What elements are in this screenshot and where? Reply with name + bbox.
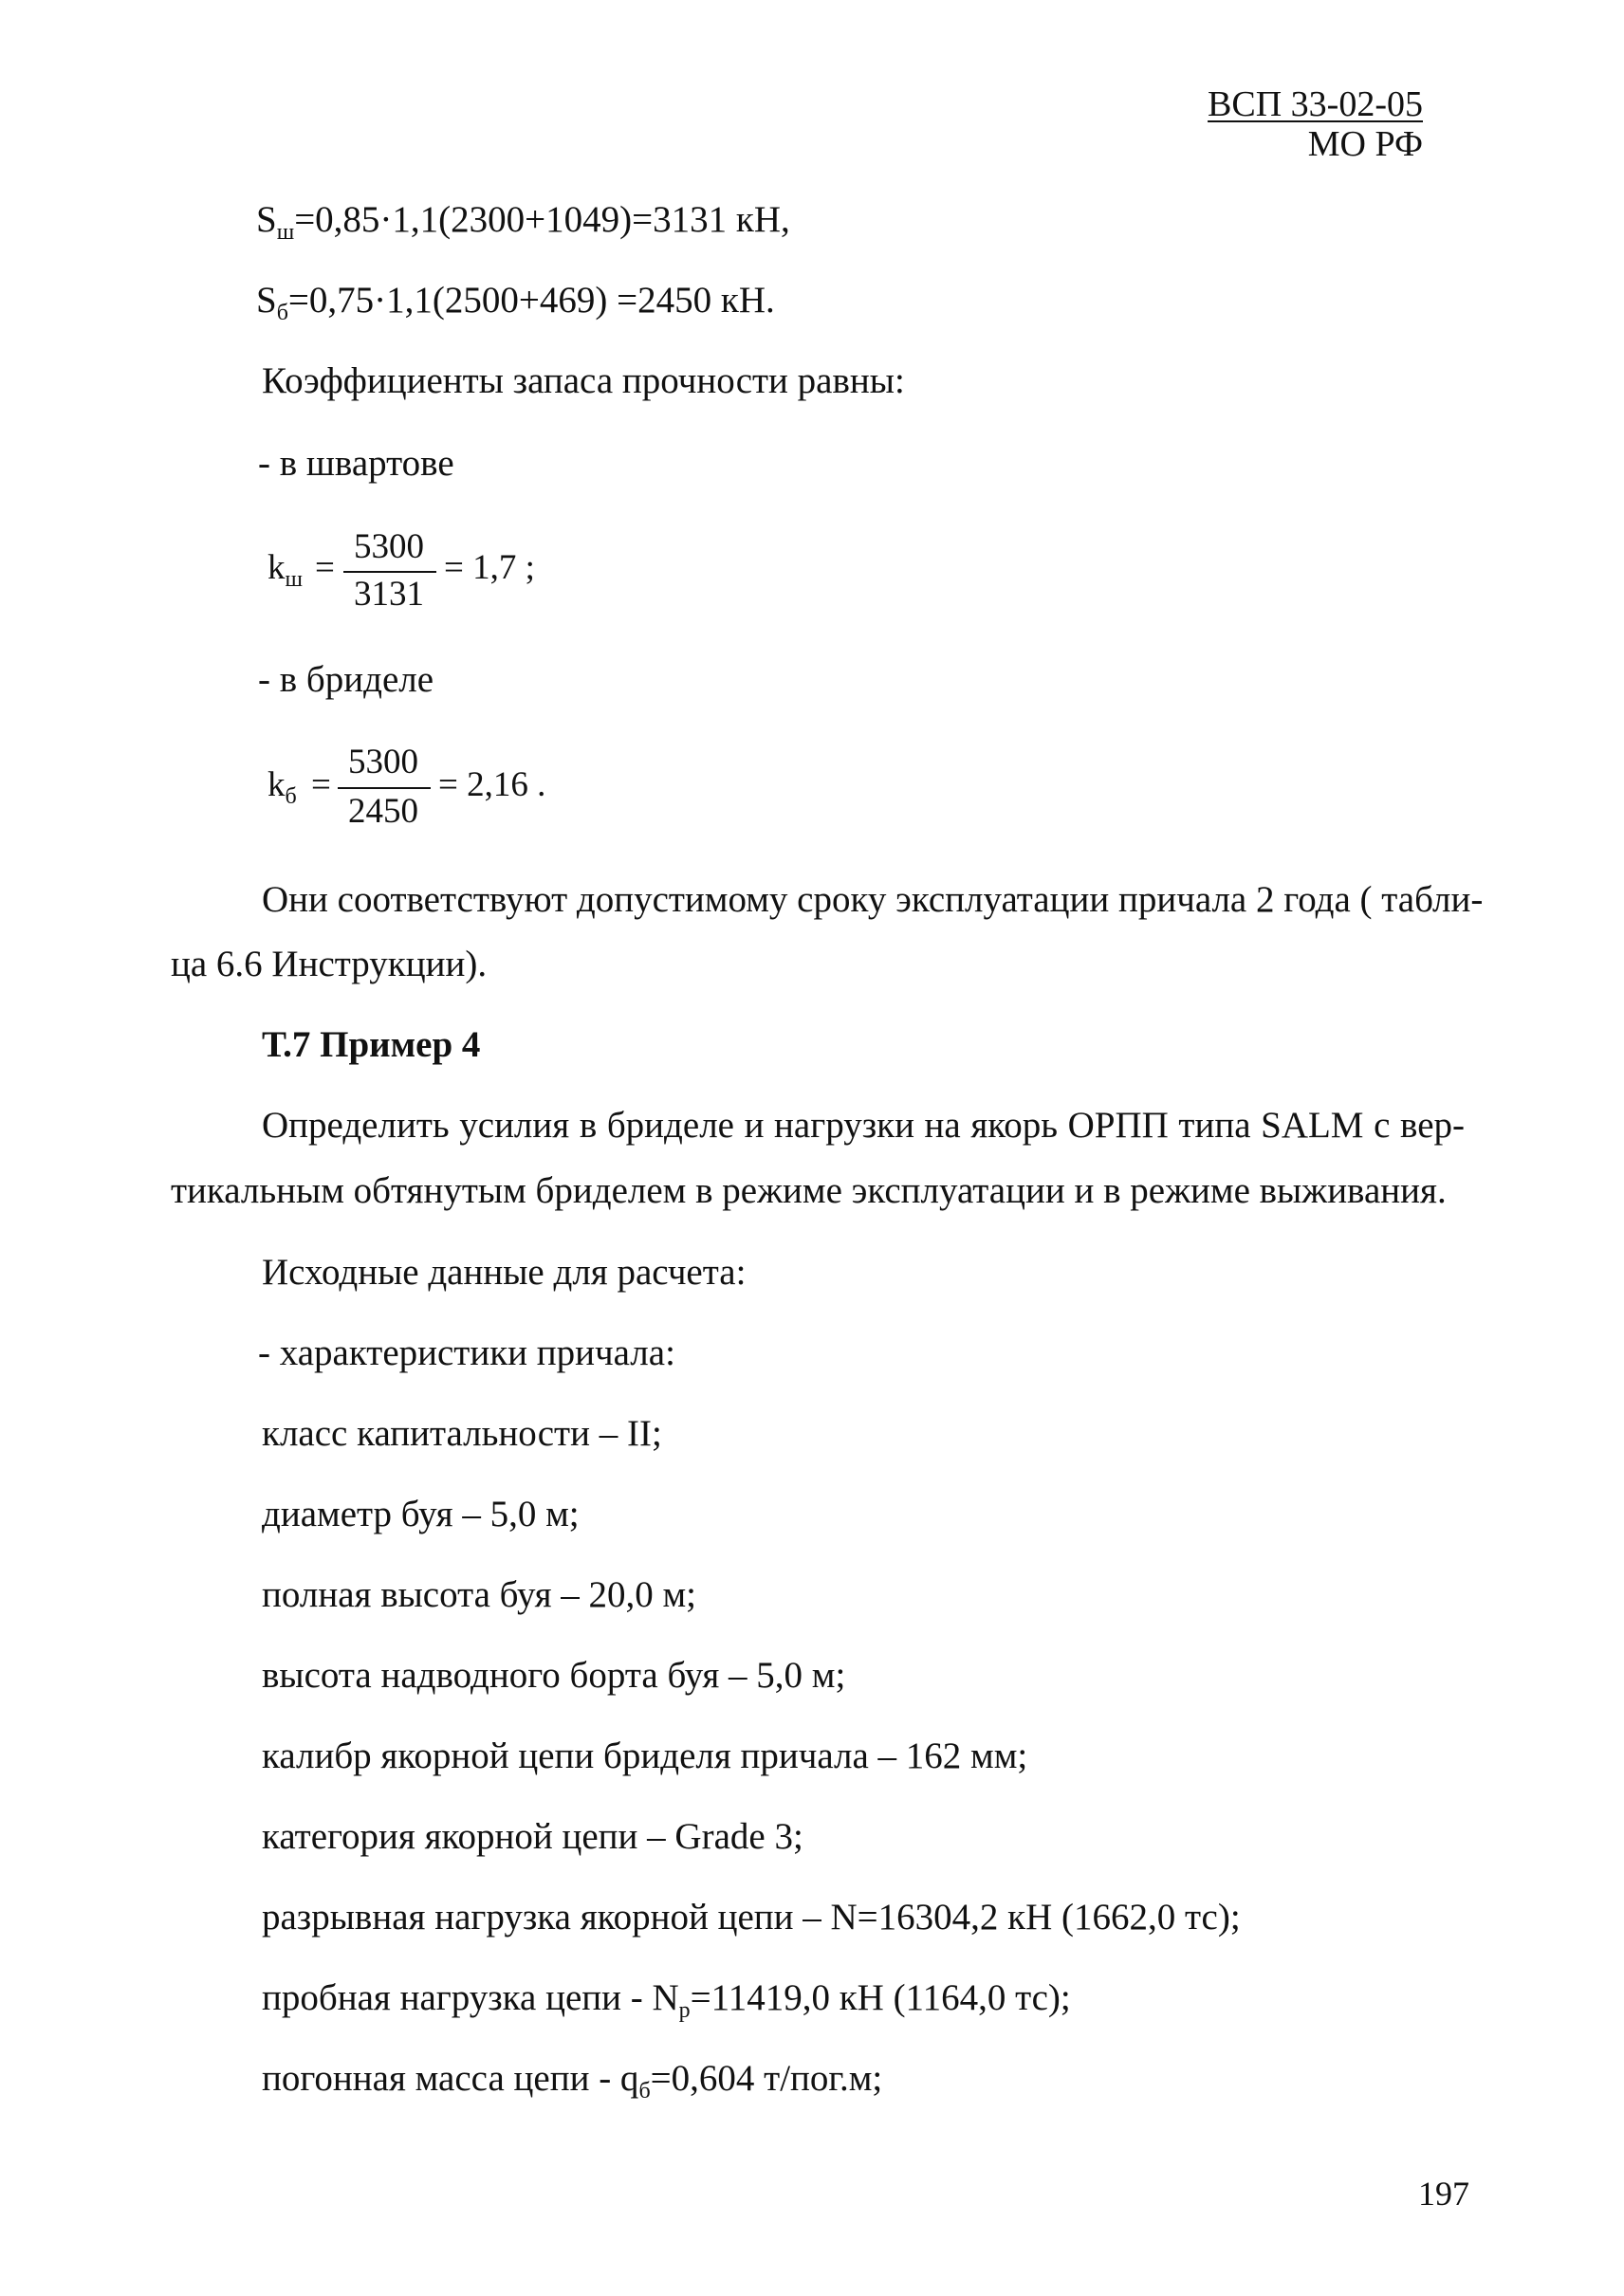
- conclusion-line-1: Они соответствуют допустимому сроку эксплуатации причала 2 года ( табли-: [262, 879, 1484, 920]
- param-proof-load: пробная нагрузка цепи - $N_р=11419,0$ кН (1164,0 тс);: [262, 1977, 1071, 2023]
- param-item: категория якорной цепи – Grade 3;: [262, 1816, 803, 1857]
- formula-s-b: $S_б=0,75\cdot 1,1(2500+469) =2450$ кН.: [256, 280, 775, 325]
- task-line-1: Определить усилия в бриделе и нагрузки на якорь ОРПП типа SALM с вер-: [262, 1105, 1465, 1146]
- document-code: ВСП 33-02-05: [1208, 84, 1423, 124]
- param-linear-mass: погонная масса цепи - $q_б=0,604$ т/пог.м;: [262, 2058, 883, 2103]
- formula-k-sh: $k_ш$ = 5300 3131 = 1,7 ;: [268, 527, 535, 614]
- formula-k-b: $k_б$ = 5300 2450 = 2,16 .: [268, 743, 546, 831]
- berth-characteristics-title: - характеристики причала:: [258, 1332, 675, 1373]
- fraction-bar: [343, 571, 436, 573]
- task-line-2: тикальным обтянутым бриделем в режиме эксплуатации и в режиме выживания.: [171, 1170, 1447, 1211]
- fraction-numerator: 5300: [354, 527, 424, 566]
- page-number: 197: [1418, 2175, 1469, 2213]
- param-item: высота надводного борта буя – 5,0 м;: [262, 1655, 846, 1696]
- fraction-denominator: 3131: [354, 575, 424, 614]
- safety-intro: Коэффициенты запаса прочности равны:: [262, 360, 905, 401]
- label-bridle: - в бриделе: [258, 659, 434, 700]
- section-title: Т.7 Пример 4: [262, 1024, 481, 1065]
- fraction-denominator: 2450: [348, 792, 418, 831]
- document-org: МО РФ: [1307, 124, 1423, 164]
- fraction-bar: [338, 787, 431, 789]
- param-item: разрывная нагрузка якорной цепи – N=16304,2 кН (1662,0 тс);: [262, 1897, 1241, 1938]
- param-item: калибр якорной цепи бриделя причала – 162 мм;: [262, 1736, 1028, 1776]
- param-item: полная высота буя – 20,0 м;: [262, 1574, 697, 1615]
- input-intro: Исходные данные для расчета:: [262, 1252, 747, 1293]
- param-item: диаметр буя – 5,0 м;: [262, 1494, 580, 1534]
- conclusion-line-2: ца 6.6 Инструкции).: [171, 944, 488, 984]
- param-item: класс капитальности – II;: [262, 1413, 662, 1454]
- formula-s-sh: $S_ш=0,85\cdot 1,1(2300+1049)=3131$ кН,: [256, 199, 790, 245]
- fraction-numerator: 5300: [348, 743, 418, 781]
- label-mooring-line: - в швартове: [258, 443, 454, 484]
